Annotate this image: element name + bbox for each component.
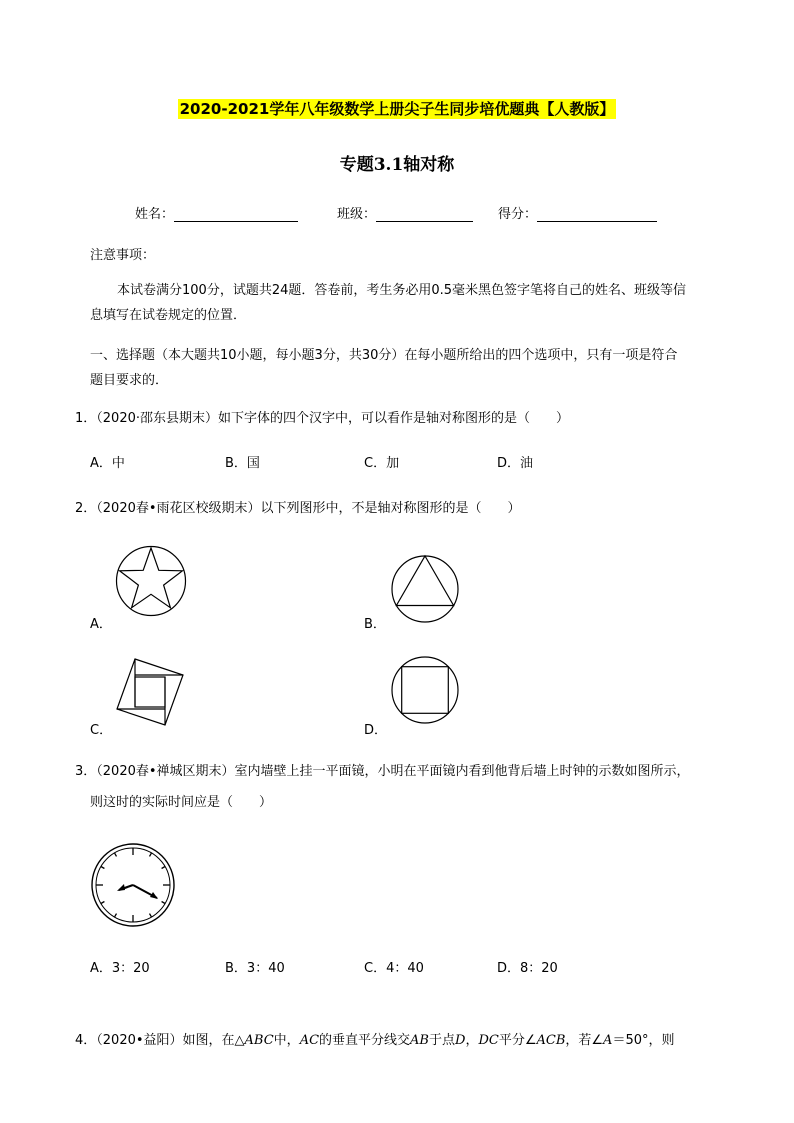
- q2-figure-b[interactable]: [391, 555, 459, 623]
- q4-text-4: 于点: [429, 1033, 456, 1048]
- clock-tick: [115, 853, 117, 856]
- score-blank[interactable]: [537, 209, 657, 222]
- q3-option-c[interactable]: C．4：40: [364, 961, 424, 976]
- q1-option-a[interactable]: A．中: [90, 456, 125, 471]
- class-field[interactable]: [337, 203, 473, 222]
- q3-option-d[interactable]: D．8：20: [497, 961, 558, 976]
- q4-text-6: 平分∠: [498, 1033, 537, 1048]
- q2-label-c: C．: [90, 723, 113, 738]
- class-blank[interactable]: [376, 209, 473, 222]
- q2-label-a: A．: [90, 617, 112, 632]
- q2-stem: 2．（2020春•雨花区校级期末）以下列图形中，不是轴对称图形的是（ ）: [75, 501, 521, 516]
- name-blank[interactable]: [174, 209, 298, 222]
- q4-var-d: D: [455, 1033, 466, 1048]
- q4-var-abc: ABC: [244, 1033, 274, 1048]
- name-field[interactable]: [135, 203, 298, 222]
- clock-hand-short-arrow: [117, 884, 125, 891]
- q4-var-acb: ACB: [536, 1033, 566, 1048]
- q3-stem-line-1: 3．（2020春•禅城区期末）室内墙壁上挂一平面镜，小明在平面镜内看到他背后墙上时钟的示数如图所示，: [75, 764, 690, 779]
- clock-tick: [101, 867, 104, 869]
- notes-heading: 注意事项：: [90, 248, 156, 263]
- class-label: 班级：: [337, 207, 377, 222]
- q4-text-8: ＝50°，则: [612, 1033, 675, 1048]
- q3-option-a[interactable]: A．3：20: [90, 961, 150, 976]
- q4-text-5: ，: [465, 1033, 479, 1048]
- q1-option-b[interactable]: B．国: [225, 456, 260, 471]
- notes-line-1: 本试卷满分100分，试题共24题．答卷前，考生务必用0.5毫米黑色签字笔将自己的姓名、班级等信: [117, 283, 687, 298]
- clock-tick: [162, 867, 165, 869]
- q3-option-b[interactable]: B．3：40: [225, 961, 285, 976]
- q4-var-ab: AB: [410, 1033, 429, 1048]
- clock-tick: [101, 902, 104, 904]
- q4-text-1: 4．（2020•益阳）如图，在△: [75, 1033, 245, 1048]
- q3-stem-line-2: 则这时的实际时间应是（ ）: [90, 795, 273, 810]
- q4-var-a: A: [603, 1033, 613, 1048]
- q2-label-b: B．: [364, 617, 386, 632]
- header-banner-text: 2020-2021学年八年级数学上册尖子生同步培优题典【人教版】: [179, 100, 615, 118]
- q1-option-c[interactable]: C．加: [364, 456, 400, 471]
- clock-tick: [115, 914, 117, 917]
- clock-tick: [150, 914, 152, 917]
- q4-var-ac: AC: [299, 1033, 320, 1048]
- q4-stem: [75, 1029, 674, 1048]
- clock-tick: [162, 902, 165, 904]
- q1-option-d[interactable]: D．油: [497, 456, 534, 471]
- page-title: 专题3.1轴对称: [339, 155, 455, 175]
- q4-text-3: 的垂直平分线交: [319, 1033, 411, 1048]
- q4-var-dc: DC: [478, 1033, 499, 1048]
- clock-hand-long-arrow: [150, 892, 158, 899]
- notes-line-2: 息填写在试卷规定的位置．: [90, 308, 247, 323]
- q4-text-7: ，若∠: [565, 1033, 604, 1048]
- score-field[interactable]: [498, 203, 657, 222]
- q3-clock-figure: [91, 843, 175, 927]
- name-label: 姓名：: [135, 207, 175, 222]
- q2-label-d: D．: [364, 723, 388, 738]
- q2-figure-a[interactable]: [115, 545, 187, 617]
- section1-line-1: 一、选择题（本大题共10小题，每小题3分，共30分）在每小题所给出的四个选项中，只有一项是符合: [90, 348, 678, 363]
- section1-line-2: 题目要求的．: [90, 373, 169, 388]
- q2-figure-d[interactable]: [391, 656, 459, 724]
- q2-figure-c[interactable]: [113, 657, 185, 727]
- q4-text-2: 中，: [273, 1033, 300, 1048]
- q1-stem: 1．（2020·邵东县期末）如下字体的四个汉字中，可以看作是轴对称图形的是（ ）: [75, 411, 569, 426]
- clock-tick: [150, 853, 152, 856]
- score-label: 得分：: [498, 207, 538, 222]
- header-banner: [0, 98, 794, 119]
